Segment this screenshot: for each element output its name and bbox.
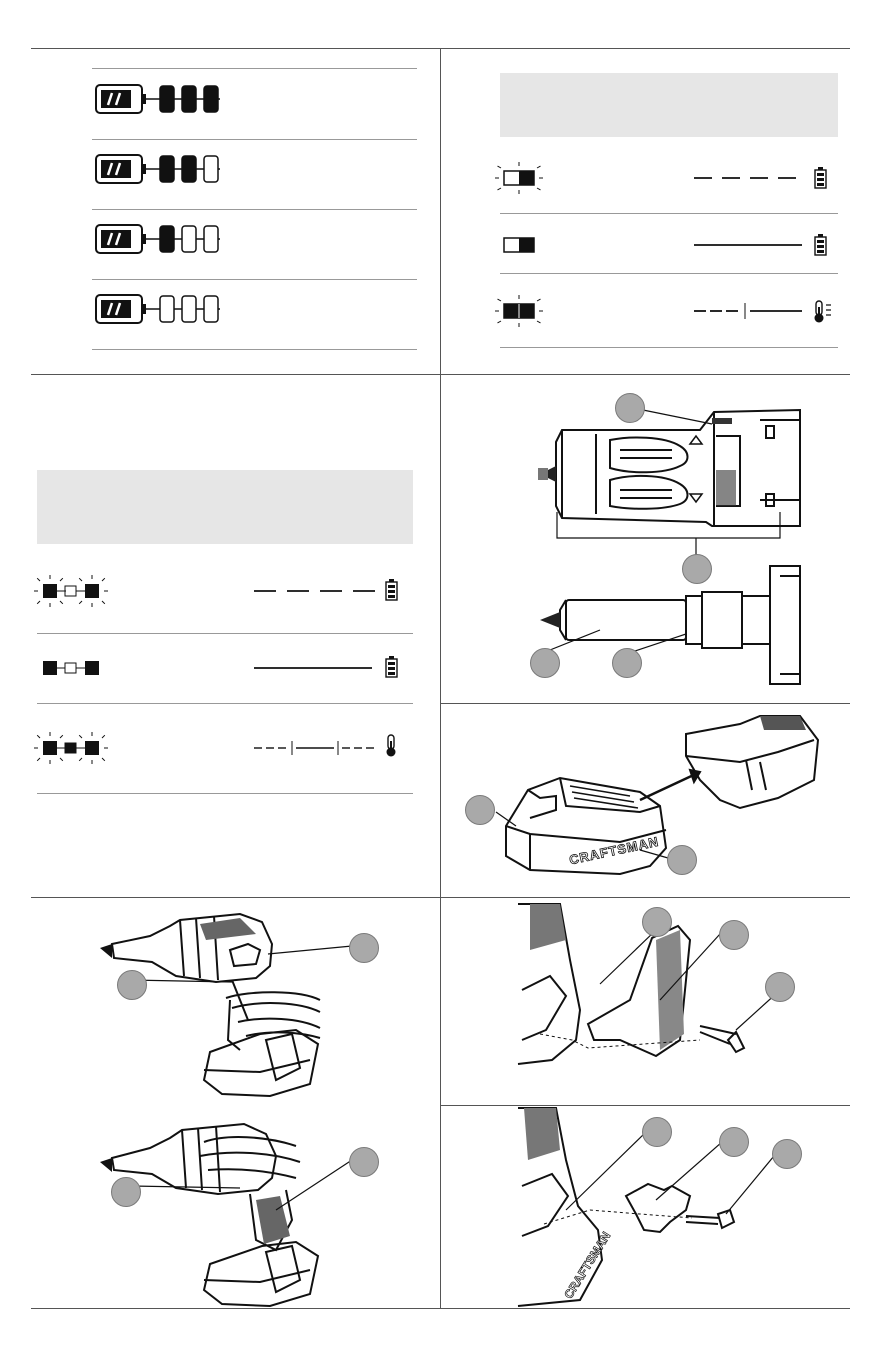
battery-brand-label: CRAFTSMAN [567,833,661,868]
callout-marker [719,1127,749,1157]
callout-marker [765,972,795,1002]
callout-marker [719,920,749,950]
tool-brand-label: CRAFTSMAN [561,1229,614,1302]
callout-marker [642,907,672,937]
callout-marker [772,1139,802,1169]
callout-marker [642,1117,672,1147]
